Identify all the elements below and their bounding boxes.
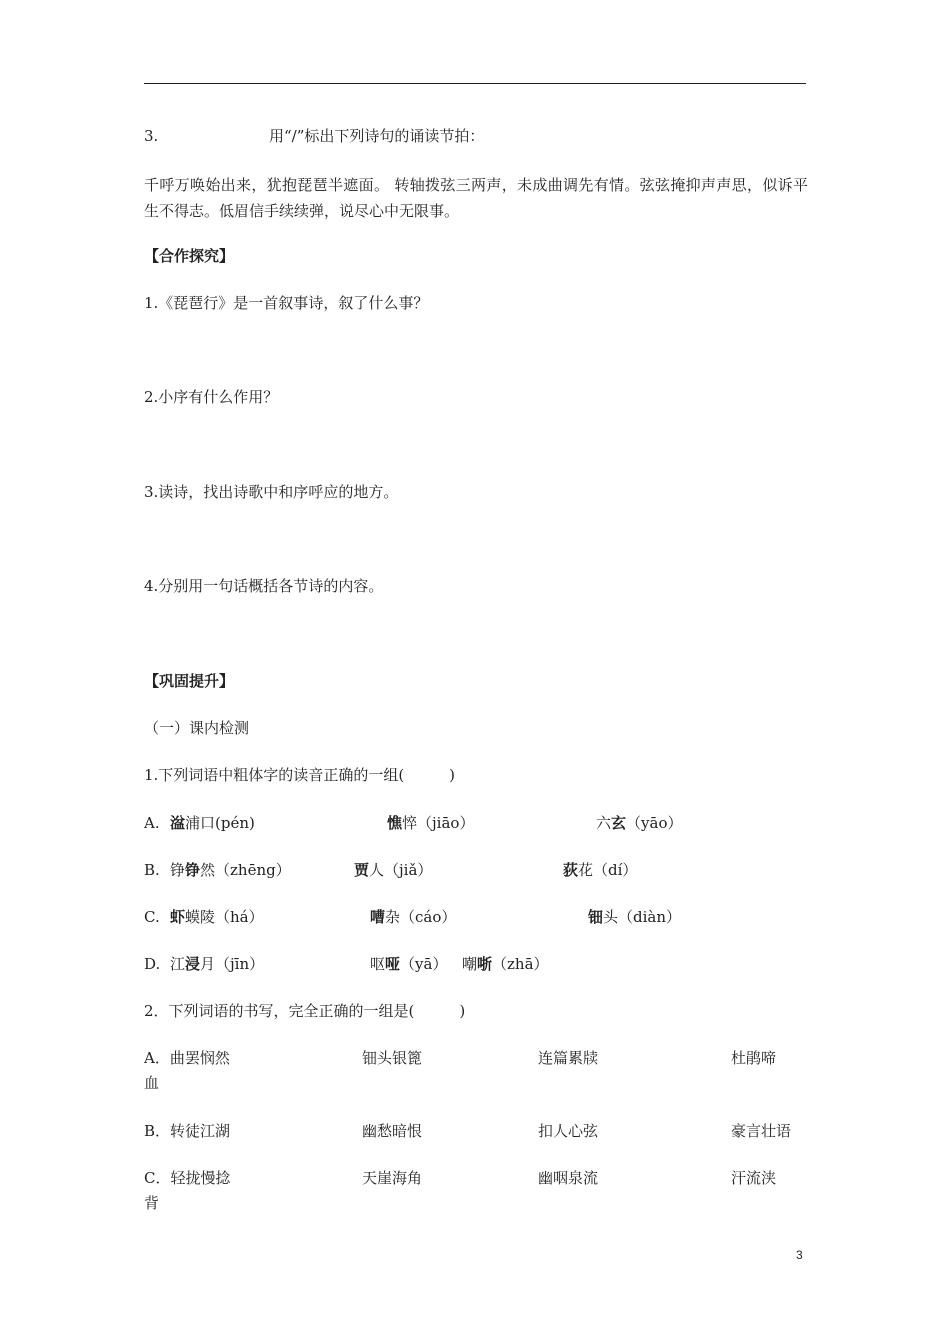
- option-b-word-2: 贾人（jiǎ）: [354, 861, 433, 879]
- q2-option-c-3: 幽咽泉流: [538, 1169, 599, 1187]
- option-c-word-2: 嘈杂（cáo）: [370, 908, 457, 926]
- q2-option-a-3: 连篇累牍: [538, 1049, 599, 1067]
- option-b-word-1: 铮铮然（zhēng）: [170, 861, 291, 879]
- option-c-word-3: 钿头（diàn）: [588, 908, 682, 926]
- page-number: 3: [796, 1248, 803, 1262]
- option-b-label: B.: [144, 861, 160, 879]
- q2-option-a-wrap: 血: [144, 1074, 160, 1092]
- q2-option-c-2: 天崖海角: [362, 1169, 423, 1187]
- option-b-word-3: 荻花（dí）: [563, 861, 638, 879]
- q3-number: 3.: [144, 127, 159, 145]
- option-d-word-2: 呕哑（yā）: [370, 955, 448, 973]
- option-d-label: D.: [144, 955, 161, 973]
- poem-text: 千呼万唤始出来，犹抱琵琶半遮面。 转轴拨弦三两声，未成曲调先有情。弦弦掩抑声声思，似诉平生不得志。低眉信手续续弹，说尽心中无限事。: [144, 176, 808, 220]
- q2-option-b-1: B．转徒江湖: [144, 1122, 231, 1140]
- option-c-word-1: 虾蟆陵（há）: [170, 908, 264, 926]
- q2-option-c-1: C．轻拢慢捻: [144, 1169, 231, 1187]
- option-d-word-3: 嘲哳（zhā）: [462, 955, 549, 973]
- q2-option-a-2: 钿头银篦: [362, 1049, 423, 1067]
- option-a-word-2: 憔悴（jiāo）: [387, 814, 475, 832]
- q2-option-b-2: 幽愁暗恨: [362, 1122, 423, 1140]
- q3-text: 用“/”标出下列诗句的诵读节拍：: [269, 127, 485, 145]
- q2-option-a-4: 杜鹃啼: [731, 1049, 777, 1067]
- hezuo-question-1: 1.《琵琶行》是一首叙事诗，叙了什么事？: [144, 294, 429, 312]
- q2-option-b-3: 扣人心弦: [538, 1122, 599, 1140]
- option-a-word-1: 湓浦口(pén): [170, 814, 255, 832]
- hezuo-question-4: 4.分别用一句话概括各节诗的内容。: [144, 577, 384, 595]
- section-gonggu: 【巩固提升】: [144, 672, 235, 690]
- hezuo-question-3: 3.读诗，找出诗歌中和序呼应的地方。: [144, 483, 399, 501]
- q1-stem: 1.下列词语中粗体字的读音正确的一组( ): [144, 766, 456, 784]
- option-a-label: A.: [144, 814, 160, 832]
- q2-option-a-1: A．曲罢悯然: [144, 1049, 230, 1067]
- subsection-kenei: （一）课内检测: [144, 719, 250, 737]
- q2-option-c-4: 汗流浃: [731, 1169, 777, 1187]
- q2-option-c-wrap: 背: [144, 1194, 160, 1212]
- q2-stem: 2．下列词语的书写，完全正确的一组是( ): [144, 1002, 466, 1020]
- q2-option-b-4: 豪言壮语: [731, 1122, 792, 1140]
- section-hezuo: 【合作探究】: [144, 247, 235, 265]
- hezuo-question-2: 2.小序有什么作用？: [144, 388, 279, 406]
- option-c-label: C.: [144, 908, 160, 926]
- option-d-word-1: 江浸月（jīn）: [170, 955, 265, 973]
- header-rule: [144, 83, 806, 84]
- option-a-word-3: 六玄（yāo）: [596, 814, 683, 832]
